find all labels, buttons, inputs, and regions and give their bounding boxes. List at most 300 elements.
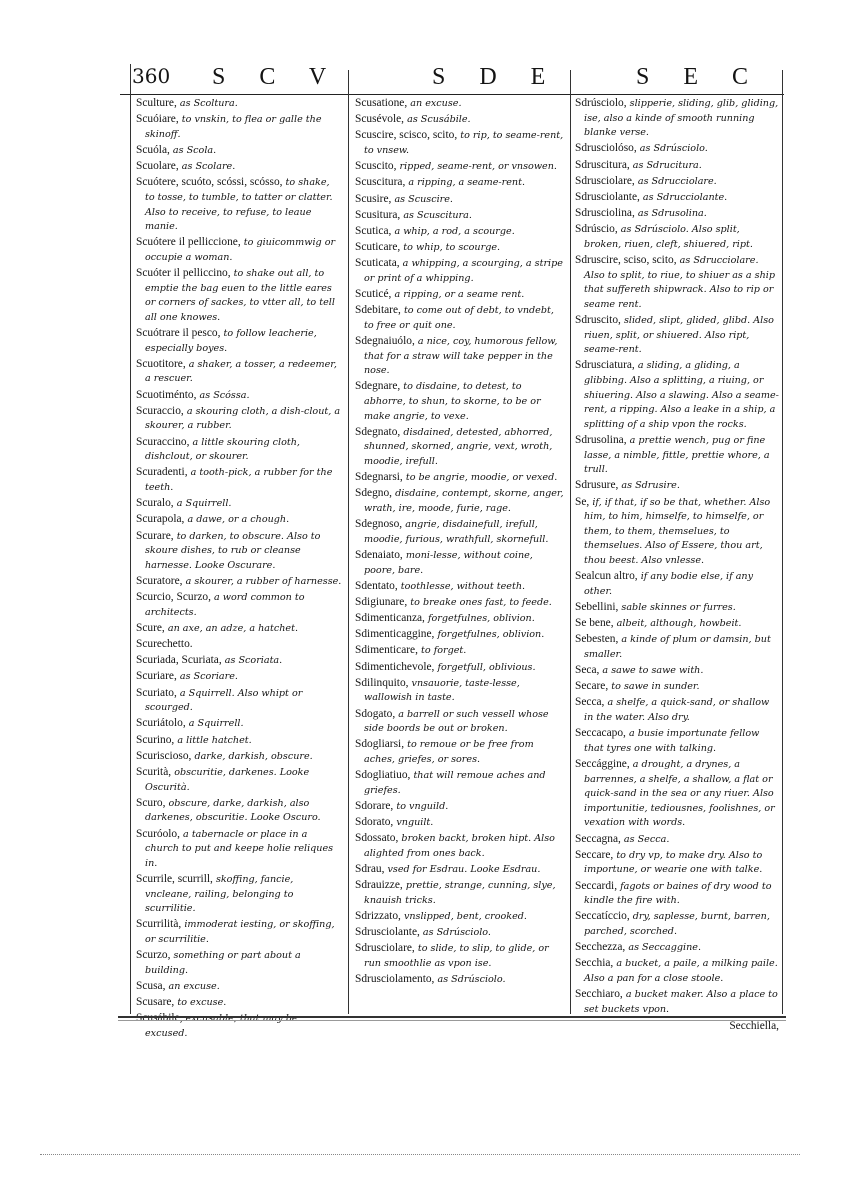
entry-definition: to whip, to scourge. xyxy=(403,242,501,254)
entry-definition: a drought, a drynes, a barrennes, a shelfe, a shallow, a flat or quick-sand in the sea or any riuer. Also importunitie, tediousnes, foolishnes, or vexation with words. xyxy=(584,759,775,829)
entry-headword: Sdossato, xyxy=(355,832,399,845)
dictionary-entry xyxy=(136,266,342,325)
entry-definition: an axe, an adze, a hatchet. xyxy=(167,622,299,634)
entry-headword: Sdrusciolamento, xyxy=(355,973,435,986)
entry-headword: Sdrusolina, xyxy=(575,434,627,446)
dictionary-entry xyxy=(355,548,565,578)
dictionary-entry xyxy=(136,716,342,732)
entry-headword: Scuratore, xyxy=(136,574,183,587)
entry-definition: forgetfulnes, oblivion. xyxy=(437,629,545,641)
entry-headword: Sdrauizze, xyxy=(355,879,403,892)
entry-definition: to excuse. xyxy=(177,997,227,1009)
entry-headword: Seca, xyxy=(575,664,600,677)
dictionary-entry xyxy=(355,799,565,815)
entry-headword: Sdrúscio, xyxy=(575,223,618,236)
dictionary-entry xyxy=(575,174,779,190)
entry-headword: Scuóiare, xyxy=(136,113,179,126)
dictionary-entry xyxy=(575,832,779,848)
dictionary-entry xyxy=(355,486,565,516)
entry-headword: Sdegnato, xyxy=(355,425,401,438)
dictionary-entry xyxy=(136,388,342,404)
dictionary-entry xyxy=(355,611,565,627)
entry-definition: a shaker, a tosser, a redeemer, a rescuer. xyxy=(145,358,337,385)
dictionary-entry xyxy=(136,733,342,749)
dictionary-entry xyxy=(136,827,342,872)
dictionary-entry xyxy=(355,224,565,240)
column-rule-1 xyxy=(348,70,349,1014)
dictionary-entry xyxy=(355,208,565,224)
entry-definition: as Scoltura. xyxy=(179,98,238,109)
dictionary-entry xyxy=(136,96,342,112)
entry-headword: Sebesten, xyxy=(575,633,619,646)
dictionary-entry xyxy=(136,948,342,978)
dictionary-entry xyxy=(355,579,565,595)
entry-definition: a bucket maker. Also a place to set buckets vpon. xyxy=(584,989,778,1015)
dictionary-entry xyxy=(355,660,565,676)
entry-headword: Scusire, xyxy=(355,192,392,205)
entry-headword: Sdruscitura, xyxy=(575,158,630,171)
entry-headword: Scuótere il pelliccione, xyxy=(136,236,241,249)
entry-definition: a whip, a rod, a scourge. xyxy=(394,225,515,237)
dictionary-entry xyxy=(355,379,565,424)
entry-headword: Scusévole, xyxy=(355,113,405,126)
entry-definition: a bucket, a paile, a milking paile. Also a pan for a close stoole. xyxy=(584,958,778,984)
dictionary-entry xyxy=(575,313,779,358)
dictionary-entry xyxy=(355,425,565,470)
entry-definition: a little hatchet. xyxy=(177,734,252,746)
entry-definition: as Sdrucciolante. xyxy=(642,191,728,203)
entry-definition: disdaine, contempt, skorne, anger, wrath, ire, moode, furie, rage. xyxy=(364,488,564,514)
entry-definition: as Scoriata. xyxy=(224,655,283,667)
entry-definition: broken backt, broken hipt. Also alighted from ones back. xyxy=(364,833,555,859)
entry-headword: Scuolare, xyxy=(136,160,179,173)
dictionary-entry xyxy=(355,128,565,158)
dictionary-entry xyxy=(575,358,779,432)
dictionary-entry xyxy=(355,707,565,737)
dictionary-entry xyxy=(575,679,779,695)
entry-definition: a tabernacle or place in a church to put and keepe holie reliques in. xyxy=(145,828,334,869)
dictionary-entry xyxy=(355,334,565,379)
entry-definition: that will remoue aches and griefes. xyxy=(364,770,546,796)
entry-definition: as Scola. xyxy=(172,144,217,156)
dictionary-entry xyxy=(355,303,565,333)
entry-definition: vnsauorie, taste-lesse, wallowish in taste. xyxy=(364,677,520,704)
entry-definition: as Sdrúsciolo. xyxy=(639,143,708,155)
entry-headword: Sdilinquito, xyxy=(355,676,409,689)
entry-definition: albeit, although, howbeit. xyxy=(616,618,742,630)
dictionary-entry xyxy=(575,632,779,662)
entry-definition: sable skinnes or furres. xyxy=(621,601,736,613)
entry-definition: to sawe in sunder. xyxy=(611,681,700,693)
bottom-rule xyxy=(118,1016,786,1018)
dictionary-entry xyxy=(575,940,779,956)
entry-definition: a busie importunate fellow that tyres one with talking. xyxy=(584,728,760,754)
entry-definition: darke, darkish, obscure. xyxy=(194,750,313,762)
entry-definition: vsed for Esdrau. Looke Esdrau. xyxy=(387,864,541,876)
entry-headword: Scurino, xyxy=(136,733,175,746)
dictionary-entry xyxy=(575,222,779,252)
entry-headword: Seccatíccio, xyxy=(575,910,630,923)
entry-headword: Sdruscito, xyxy=(575,314,621,327)
entry-definition: as Sdrucciolare. xyxy=(637,175,717,187)
dictionary-entry xyxy=(136,357,342,387)
dictionary-entry xyxy=(136,326,342,356)
entry-definition: fagots or baines of dry wood to kindle the fire with. xyxy=(584,880,772,907)
entry-headword: Sdrizzato, xyxy=(355,910,401,923)
entry-headword: Scusatione, xyxy=(355,97,408,109)
entry-headword: Scuradenti, xyxy=(136,466,188,479)
entry-headword: Sdimenticare, xyxy=(355,644,418,657)
entry-definition: as Sdrusolina. xyxy=(637,208,707,220)
entry-headword: Sdimentichevole, xyxy=(355,660,435,673)
entry-definition: to breake ones fast, to feede. xyxy=(410,596,552,608)
entry-headword: Scuscito, xyxy=(355,160,397,173)
entry-headword: Scuóla, xyxy=(136,143,170,156)
entry-headword: Scuscitura, xyxy=(355,176,406,189)
entry-headword: Sdegnoso, xyxy=(355,518,403,531)
entry-headword: Scuótere, scuóto, scóssi, scósso, xyxy=(136,176,283,189)
dictionary-entry xyxy=(355,941,565,971)
dictionary-entry xyxy=(136,995,342,1011)
dictionary-entry xyxy=(355,175,565,191)
dictionary-column-3 xyxy=(575,96,779,1033)
dictionary-entry xyxy=(575,663,779,679)
entry-headword: Sdrau, xyxy=(355,863,385,876)
entry-headword: Sdimenticaggine, xyxy=(355,628,435,641)
dictionary-entry xyxy=(355,768,565,798)
entry-headword: Secca, xyxy=(575,696,605,709)
entry-headword: Sdrúsciolo, xyxy=(575,97,627,109)
entry-headword: Scurità, xyxy=(136,765,172,778)
entry-definition: as Sdrúsciolo. Also split, broken, riuen, cleft, shiuered, ript. xyxy=(584,224,753,250)
entry-definition: as Scuscire. xyxy=(394,193,453,205)
entry-headword: Scuróolo, xyxy=(136,827,180,840)
entry-definition: something or part about a building. xyxy=(145,950,301,976)
entry-definition: an excuse. xyxy=(410,98,462,109)
entry-headword: Sdimenticanza, xyxy=(355,612,425,625)
entry-headword: Scuotiménto, xyxy=(136,388,197,401)
entry-definition: forgetfulnes, oblivion. xyxy=(427,613,535,625)
dictionary-entry xyxy=(355,925,565,941)
entry-headword: Secchia, xyxy=(575,957,614,970)
entry-headword: Scurzo, xyxy=(136,949,171,962)
entry-headword: Scuriare, xyxy=(136,670,177,683)
dictionary-entry xyxy=(136,637,342,653)
dictionary-entry xyxy=(136,112,342,142)
entry-definition: dry, saplesse, burnt, barren, parched, scorched. xyxy=(584,911,770,937)
entry-headword: Scuticare, xyxy=(355,241,401,254)
entry-headword: Sdenaiato, xyxy=(355,548,403,561)
dictionary-entry xyxy=(355,595,565,611)
entry-headword: Sdrusciolare, xyxy=(355,942,415,955)
entry-definition: to be angrie, moodie, or vexed. xyxy=(405,472,558,484)
entry-headword: Sdruscire, sciso, scito, xyxy=(575,254,677,267)
entry-definition: a kinde of plum or damsin, but smaller. xyxy=(584,634,771,660)
entry-definition: as Sdrúsciolo. xyxy=(437,974,506,986)
entry-definition: an excuse. xyxy=(168,980,220,992)
dictionary-entry xyxy=(575,190,779,206)
dictionary-entry xyxy=(136,465,342,495)
dictionary-entry xyxy=(575,909,779,939)
entry-headword: Scuótrare il pesco, xyxy=(136,327,221,340)
dictionary-entry xyxy=(136,669,342,685)
entry-definition: obscuritie, darkenes. Looke Oscurità. xyxy=(145,766,310,793)
entry-definition: to shake out all, to emptie the bag euen to the little eares or corners of sackes, to vtter all, to tell all one knowes. xyxy=(145,268,335,323)
entry-definition: to slide, to slip, to glide, or run smoothlie as vpon ise. xyxy=(364,943,549,970)
entry-definition: a skourer, a rubber of harnesse. xyxy=(185,575,342,587)
entry-definition: as Sdrucitura. xyxy=(632,159,702,171)
entry-definition: if any bodie else, if any other. xyxy=(584,571,754,597)
entry-definition: as Scóssa. xyxy=(199,389,250,401)
entry-headword: Scuticé, xyxy=(355,288,392,301)
catchword: Secchiella, xyxy=(729,1020,779,1033)
entry-headword: Sdentato, xyxy=(355,579,398,592)
entry-headword: Seccare, xyxy=(575,848,614,861)
entry-headword: Scurrilità, xyxy=(136,918,182,931)
entry-headword: Scure, xyxy=(136,621,165,634)
entry-definition: toothlesse, without teeth. xyxy=(400,580,526,592)
entry-headword: Scuóter il pelliccino, xyxy=(136,267,231,280)
running-head-2: S D E xyxy=(432,64,560,90)
dictionary-entry xyxy=(355,470,565,486)
entry-headword: Sebellini, xyxy=(575,600,619,613)
dictionary-entry xyxy=(355,192,565,208)
entry-headword: Scuticata, xyxy=(355,257,400,270)
entry-definition: to remoue or be free from aches, griefes, or sores. xyxy=(364,739,534,765)
column-rule-right xyxy=(782,70,783,1014)
entry-definition: a Squirrell. Also whipt or scourged. xyxy=(145,687,303,714)
entry-definition: to rip, to seame-rent, to vnsew. xyxy=(364,130,564,156)
running-head-3: S E C xyxy=(636,64,763,90)
entry-definition: a shelfe, a quick-sand, or shallow in the water. Also dry. xyxy=(584,697,770,724)
entry-headword: Secchezza, xyxy=(575,941,626,954)
dictionary-entry xyxy=(575,616,779,632)
dictionary-entry xyxy=(355,831,565,861)
dictionary-entry xyxy=(355,676,565,706)
entry-definition: to come out of debt, to vndebt, to free or quit one. xyxy=(364,305,554,331)
dictionary-entry xyxy=(355,112,565,128)
dictionary-entry xyxy=(136,749,342,765)
running-head-1: S C V xyxy=(212,64,341,90)
dictionary-entry xyxy=(575,478,779,494)
entry-definition: as Scoriare. xyxy=(179,671,238,683)
dictionary-entry xyxy=(136,159,342,175)
entry-definition: a Squirrell. xyxy=(188,718,244,730)
dictionary-entry xyxy=(575,879,779,909)
dictionary-entry xyxy=(355,737,565,767)
entry-definition: a dawe, or a chough. xyxy=(187,514,290,526)
entry-definition: as Scusábile. xyxy=(407,114,471,126)
entry-definition: slipperie, sliding, glib, gliding, ise, also a kinde of smooth running blanke verse. xyxy=(584,98,779,139)
dictionary-entry xyxy=(136,512,342,528)
entry-headword: Sdegnare, xyxy=(355,380,401,393)
entry-definition: to forget. xyxy=(421,645,467,657)
entry-headword: Sdogliarsi, xyxy=(355,738,405,751)
entry-headword: Seccággine, xyxy=(575,758,630,770)
dictionary-entry xyxy=(136,979,342,995)
entry-headword: Scurcio, Scurzo, xyxy=(136,591,211,604)
dictionary-entry xyxy=(355,862,565,878)
entry-definition: as Scuscitura. xyxy=(403,209,472,221)
entry-headword: Sdrusciolóso, xyxy=(575,142,637,155)
entry-headword: Scusitura, xyxy=(355,208,401,221)
dictionary-entry xyxy=(136,529,342,574)
dictionary-entry xyxy=(575,726,779,756)
entry-definition: slided, slipt, glided, glibd. Also riuen, split, or shiuered. Also ript, seame-rent. xyxy=(584,315,774,356)
dictionary-entry xyxy=(355,815,565,831)
entry-definition: prettie, strange, cunning, slye, knauish tricks. xyxy=(364,880,556,906)
dictionary-entry xyxy=(136,796,342,826)
dictionary-entry xyxy=(136,143,342,159)
dictionary-entry xyxy=(575,96,779,141)
entry-definition: to shake, to tosse, to tumble, to tatter or clatter. Also to receive, to refuse, to leaue manie. xyxy=(145,177,333,233)
dictionary-entry xyxy=(575,141,779,157)
dictionary-entry xyxy=(136,496,342,512)
entry-definition: a ripping, or a seame rent. xyxy=(394,289,525,301)
dictionary-entry xyxy=(136,435,342,465)
entry-definition: as Secca. xyxy=(623,833,670,845)
entry-headword: Scurapola, xyxy=(136,513,185,526)
entry-headword: Scuro, xyxy=(136,796,166,809)
dictionary-entry xyxy=(575,433,779,478)
entry-headword: Sdebitare, xyxy=(355,304,401,317)
entry-definition: to darken, to obscure. Also to skoure dishes, to rub or cleanse harnesse. Looke Oscurare. xyxy=(145,530,321,571)
entry-definition: a whipping, a scourging, a stripe or print of a whipping. xyxy=(364,258,563,284)
dictionary-entry xyxy=(136,235,342,265)
entry-definition: a little skouring cloth, dishclout, or skourer. xyxy=(145,436,300,463)
entry-headword: Sculture, xyxy=(136,97,177,109)
entry-headword: Sdegnarsi, xyxy=(355,471,403,484)
entry-definition: a sawe to sawe with. xyxy=(602,665,704,677)
entry-definition: a prettie wench, pug or fine lasse, a nimble, fittle, prettie whore, a trull. xyxy=(584,435,770,476)
entry-headword: Seccacapo, xyxy=(575,727,626,740)
entry-definition: a Squirrell. xyxy=(176,498,232,510)
page-number: 360 xyxy=(132,64,171,88)
entry-definition: to dry vp, to make dry. Also to importune, or wearie one with talke. xyxy=(584,849,763,876)
entry-headword: Sdegnaiuólo, xyxy=(355,335,415,348)
dictionary-entry xyxy=(575,757,779,831)
entry-headword: Se bene, xyxy=(575,617,614,630)
entry-definition: forgetfull, oblivious. xyxy=(437,661,536,673)
dictionary-column-1 xyxy=(136,96,342,1039)
entry-definition: as Sdrúsciolo. xyxy=(422,927,491,939)
dictionary-entry xyxy=(355,159,565,175)
column-rule-left xyxy=(130,64,131,1014)
dictionary-entry xyxy=(575,158,779,174)
entry-definition: vnslipped, bent, crooked. xyxy=(403,911,527,923)
entry-definition: as Sdrucciolare. Also to split, to riue, to shiuer as a ship that suffereth shipwrack. Also to rip or seame rent. xyxy=(584,255,775,310)
scan-edge-line xyxy=(40,1154,800,1155)
dictionary-entry xyxy=(575,956,779,986)
entry-headword: Scuralo, xyxy=(136,497,174,510)
entry-definition: a barrell or such vessell whose side boords be out or broken. xyxy=(364,708,549,735)
entry-headword: Scusábile, xyxy=(136,1012,183,1025)
dictionary-entry xyxy=(355,240,565,256)
entry-definition: as Scolare. xyxy=(181,161,236,173)
entry-headword: Scutica, xyxy=(355,224,392,237)
entry-headword: Scusa, xyxy=(136,979,166,992)
entry-headword: Seccagna, xyxy=(575,832,621,845)
entry-definition: immoderat iesting, or skoffing, or scurrilitie. xyxy=(145,919,335,945)
dictionary-entry xyxy=(136,653,342,669)
dictionary-entry xyxy=(575,848,779,878)
dictionary-entry xyxy=(136,404,342,434)
entry-definition: as Seccaggine. xyxy=(628,942,702,954)
entry-definition: to giuicommwig or occupie a woman. xyxy=(145,237,336,263)
entry-headword: Scusare, xyxy=(136,996,175,1009)
entry-headword: Sdogliatiuo, xyxy=(355,769,411,782)
entry-definition: moni-lesse, without coine, poore, bare. xyxy=(364,549,533,576)
entry-headword: Sdrusciatura, xyxy=(575,359,635,372)
entry-definition: excusable, that may be excused. xyxy=(145,1013,298,1039)
dictionary-entry xyxy=(136,574,342,590)
entry-definition: as Sdrusire. xyxy=(621,480,680,492)
entry-definition: disdained, detested, abhorred, shunned, skorned, angrie, vext, wroth, moodie, irefull. xyxy=(364,426,553,467)
entry-headword: Sdorato, xyxy=(355,816,394,829)
entry-definition: obscure, darke, darkish, also darkenes, obscuritie. Looke Oscuro. xyxy=(145,797,321,824)
bottom-rule-thin xyxy=(118,1020,786,1021)
dictionary-entry xyxy=(136,872,342,917)
entry-headword: Secchiaro, xyxy=(575,988,623,1001)
entry-definition: a tooth-pick, a rubber for the teeth. xyxy=(145,467,333,493)
dictionary-entry xyxy=(575,495,779,569)
entry-headword: Sdegno, xyxy=(355,487,393,500)
entry-definition: a nice, coy, humorous fellow, that for a straw will take pepper in the nose. xyxy=(364,336,558,377)
dictionary-entry xyxy=(355,256,565,286)
entry-headword: Sdrusciolina, xyxy=(575,207,635,220)
dictionary-entry xyxy=(355,643,565,659)
entry-headword: Sdigiunare, xyxy=(355,595,408,608)
dictionary-entry xyxy=(355,909,565,925)
entry-headword: Scurare, xyxy=(136,529,174,542)
dictionary-entry xyxy=(575,987,779,1017)
entry-headword: Scuriato, xyxy=(136,686,177,699)
entry-headword: Scurrile, scurrill, xyxy=(136,872,213,885)
entry-headword: Sdorare, xyxy=(355,799,394,812)
entry-definition: ripped, seame-rent, or vnsowen. xyxy=(399,161,557,173)
entry-headword: Scuscire, scisco, scito, xyxy=(355,129,458,142)
dictionary-entry xyxy=(575,695,779,725)
entry-definition: a sliding, a gliding, a glibbing. Also a splitting, a riuing, or shiuering. Also a slawing. Also a seame-rent, a ripping. Also a leake in a ship, a splitting of a ship vpon the rocks. xyxy=(584,360,779,430)
entry-headword: Scuriátolo, xyxy=(136,717,186,730)
dictionary-entry xyxy=(136,917,342,947)
entry-definition: skoffing, fancie, vncleane, railing, belonging to scurrilitie. xyxy=(145,873,294,915)
entry-headword: Sdrusciolare, xyxy=(575,174,635,187)
entry-headword: Secare, xyxy=(575,680,609,693)
entry-headword: Scuriada, Scuriata, xyxy=(136,654,222,667)
entry-headword: Sdrusciolante, xyxy=(355,926,420,939)
dictionary-entry xyxy=(136,590,342,620)
entry-definition: angrie, disdainefull, irefull, moodie, furious, wrathfull, skornefull. xyxy=(364,519,549,545)
dictionary-entry xyxy=(355,627,565,643)
dictionary-entry xyxy=(136,686,342,716)
dictionary-entry xyxy=(575,253,779,312)
entry-headword: Se, xyxy=(575,495,590,508)
dictionary-entry xyxy=(136,175,342,234)
dictionary-column-2 xyxy=(355,96,565,1012)
entry-headword: Scuriscioso, xyxy=(136,749,192,762)
entry-headword: Scuraccio, xyxy=(136,404,184,417)
entry-definition: a ripping, a seame-rent. xyxy=(408,177,526,189)
dictionary-entry xyxy=(355,878,565,908)
dictionary-entry xyxy=(575,206,779,222)
dictionary-entry xyxy=(355,972,565,988)
entry-definition: vnguilt. xyxy=(396,817,434,829)
dictionary-entry xyxy=(575,600,779,616)
dictionary-page xyxy=(120,62,784,1039)
entry-headword: Scuraccino, xyxy=(136,435,190,448)
entry-definition: a word common to architects. xyxy=(145,592,305,618)
